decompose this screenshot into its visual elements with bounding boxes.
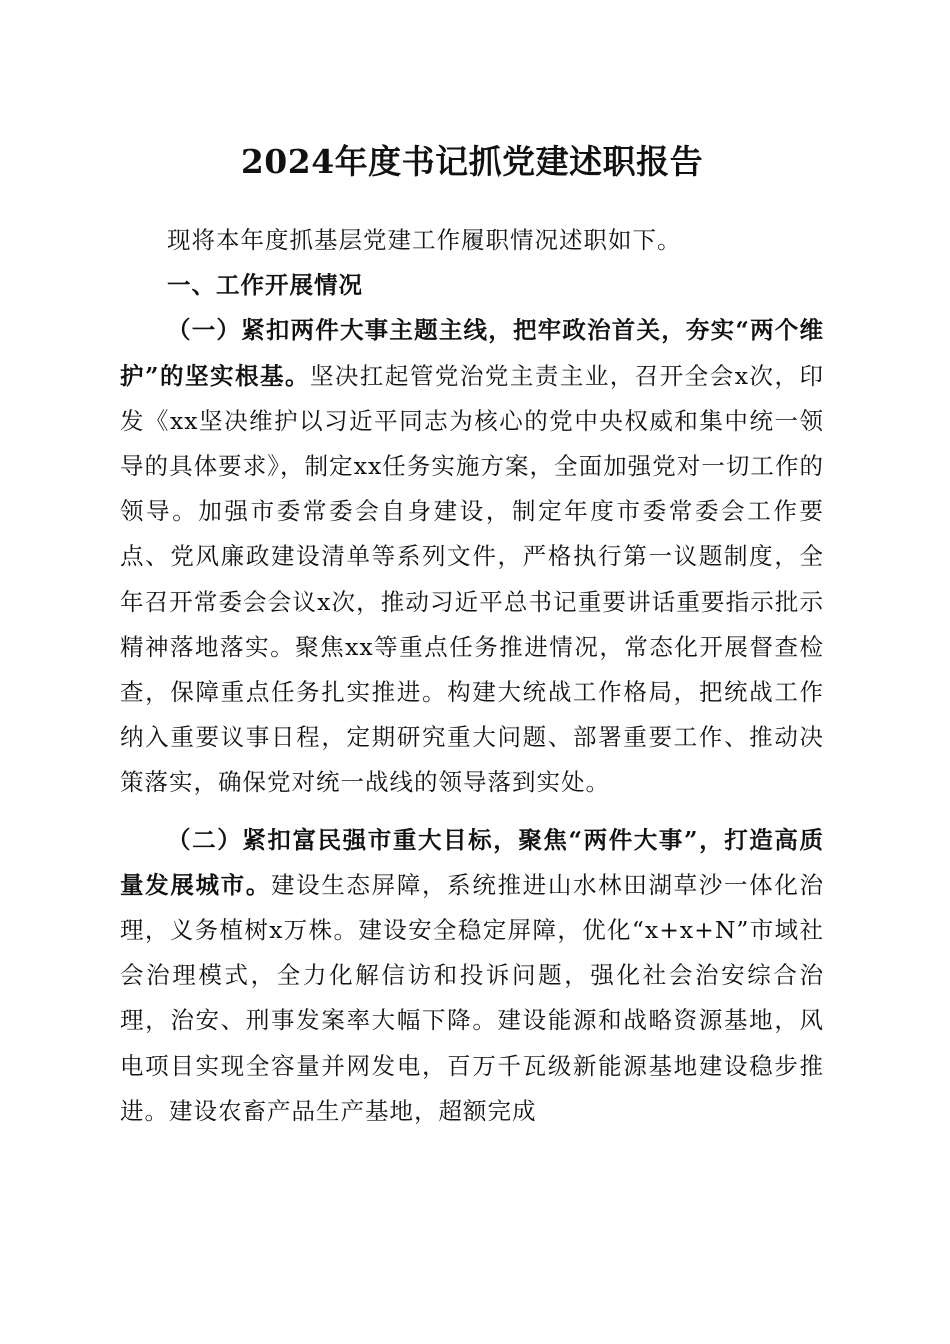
section-heading-1: 一、工作开展情况 xyxy=(167,271,363,300)
paragraph-item-2-lead: （二）紧扣富民强市重大目标，聚焦“两件大事”，打造高质量发展城市。 xyxy=(120,825,824,899)
paragraph-item-2-text: 建设生态屏障，系统推进山水林田湖草沙一体化治理，义务植树x万株。建设安全稳定屏障，优化“x+x+N”市域社会治理模式，全力化解信访和投诉问题，强化社会治安综合治理，治安、刑事发案率大幅下降。建设能源和战略资源基地，风电项目实现全容量并网发电，百万千瓦级新能源基地建设稳步推进。建设农畜产品生产基地，超额完成 xyxy=(120,870,824,1125)
paragraph-item-1-lead: （一）紧扣两件大事主题主线，把牢政治首关，夯实“两个维护”的坚实根基。 xyxy=(120,316,824,390)
document-body xyxy=(120,218,824,1134)
paragraph-item-1 xyxy=(120,308,824,805)
intro-paragraph: 现将本年度抓基层党建工作履职情况述职如下。 xyxy=(167,226,682,254)
paragraph-item-2 xyxy=(120,818,824,1134)
paragraph-item-1-text: 坚决扛起管党治党主责主业，召开全会x次，印发《xx坚决维护以习近平同志为核心的党中央权威和集中统一领导的具体要求》，制定xx任务实施方案，全面加强党对一切工作的领导。加强市委常委会自身建设，制定年度市委常委会工作要点、党风廉政建设清单等系列文件，严格执行第一议题制度，全年召开常委会会议x次，推动习近平总书记重要讲话重要指示批示精神落地落实。聚焦xx等重点任务推进情况，常态化开展督查检查，保障重点任务扎实推进。构建大统战工作格局，把统战工作纳入重要议事日程，定期研究重大问题、部署重要工作、推动决策落实，确保党对统一战线的领导落到实处。 xyxy=(120,361,824,797)
document-title: 2024年度书记抓党建述职报告 xyxy=(240,142,704,181)
